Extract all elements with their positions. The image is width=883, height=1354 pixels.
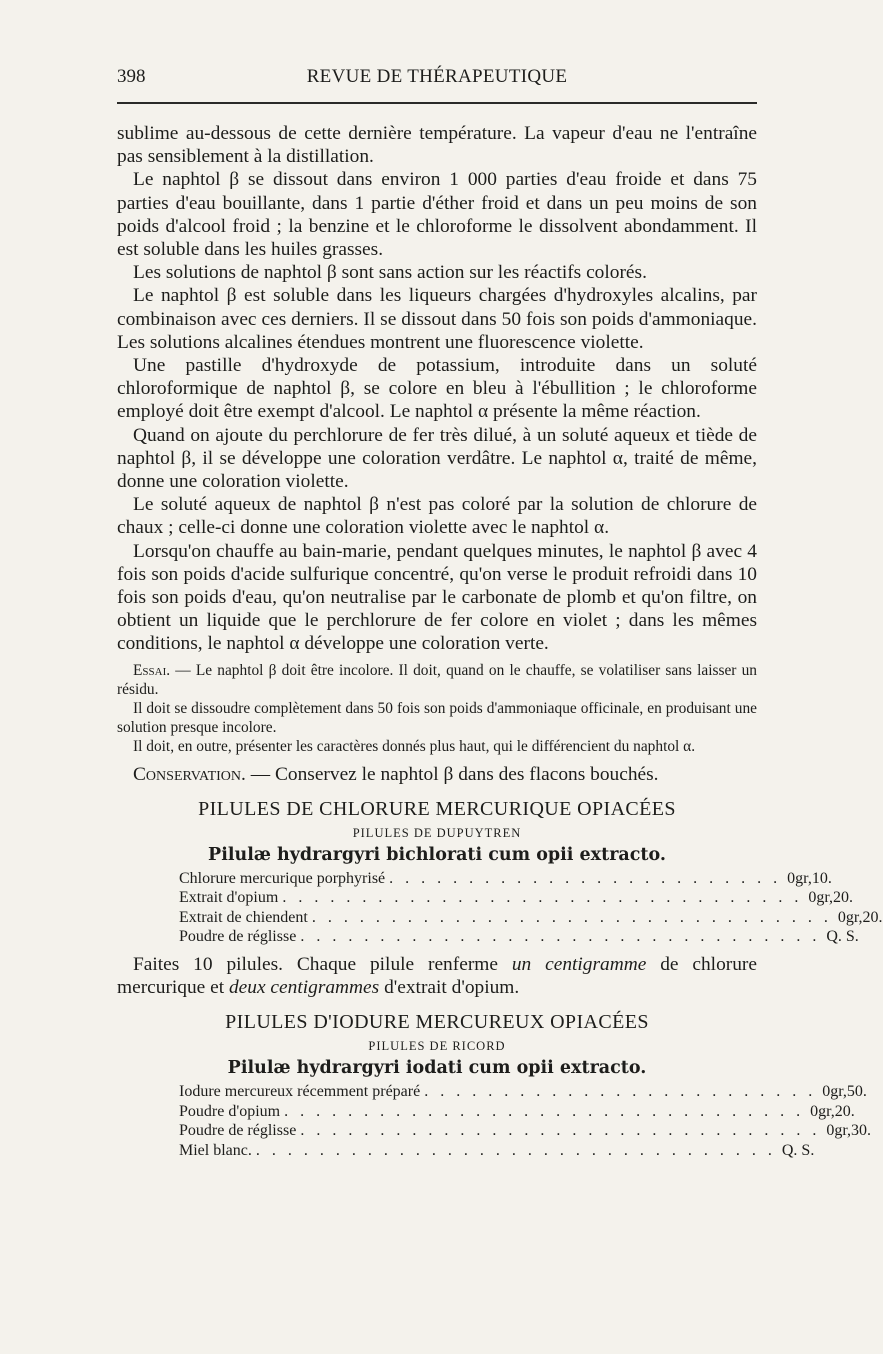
recipe-list-dupuytren [179,869,883,947]
page-number: 398 [117,66,146,87]
recipe-row: Poudre d'opium . . . . . . . . . . . . . . . . . . . . . . . . . . . . . . . . . 0gr,20. [179,1102,855,1120]
recipe-row: Poudre de réglisse . . . . . . . . . . . . . . . . . . . . . . . . . . . . . . . . . Q. S. [179,928,859,946]
page [117,60,883,1160]
recipe-row: Poudre de réglisse . . . . . . . . . . . . . . . . . . . . . . . . . . . . . . . . . 0gr,30. [179,1122,871,1140]
essai-label: Essai. [133,661,171,679]
paragraph: Lorsqu'on chauffe au bain-marie, pendant quelques minutes, le naphtol β avec 4 fois son poids d'acide sulfurique concentré, qu'on verse le produit refroidi dans 10 fois son poids d'eau, qu'on neutralise par le carbonate de plomb et qu'on filtre, on obtient un liquide que le perchlorure de fer colore en violet ; dans les mêmes conditions, le naphtol α développe une coloration verte. [117,540,757,655]
essai-paragraph: Essai. — Le naphtol β doit être incolore. Il doit, quand on le chauffe, se volatiliser sans laisser un résidu. [117,661,757,698]
section-subtitle-ricord: PILULES DE RICORD [368,1039,506,1054]
paragraph: Les solutions de naphtol β sont sans action sur les réactifs colorés. [133,262,647,284]
essai-block [117,661,757,757]
note-paragraph: Faites 10 pilules. Chaque pilule renferme un centigramme de chlorure mercurique et deux centigrammes d'extrait d'opium. [117,953,757,999]
conservation-label: Conservation. [133,763,246,785]
page-header [117,60,757,90]
essai-paragraph: Il doit, en outre, présenter les caractères donnés plus haut, qui le différencient du naphtol α. [133,738,696,756]
latin-name-dupuytren: Pilulæ hydrargyri bichlorati cum opii extracto. [208,844,666,865]
recipe-row: Iodure mercureux récemment préparé . . . . . . . . . . . . . . . . . . . . . . . . . 0gr,50. [179,1083,867,1101]
recipe-list-ricord [179,1082,871,1160]
recipe-row: Chlorure mercurique porphyrisé . . . . . . . . . . . . . . . . . . . . . . . . . 0gr,10. [179,869,832,887]
header-rule [117,102,757,104]
essai-paragraph: Il doit se dissoudre complètement dans 50 fois son poids d'ammoniaque officinale, en produisant une solution presque incolore. [117,700,757,737]
recipe-row: Extrait d'opium . . . . . . . . . . . . . . . . . . . . . . . . . . . . . . . . . 0gr,20. [179,889,853,907]
paragraph: Le naphtol β se dissout dans environ 1 000 parties d'eau froide et dans 75 parties d'eau bouillante, dans 1 partie d'éther froid et dans un peu moins de son poids d'alcool froid ; la benzine et le chloroforme le dissolvent abondamment. Il est soluble dans les huiles grasses. [117,169,757,261]
body-text [117,122,757,656]
recipe-row: Extrait de chiendent . . . . . . . . . . . . . . . . . . . . . . . . . . . . . . . . . 0gr,20. [179,908,883,926]
section-subtitle-dupuytren: PILULES DE DUPUYTREN [352,825,522,840]
latin-name-ricord: Pilulæ hydrargyri iodati cum opii extracto. [227,1058,647,1079]
section-title-dupuytren: PILULES DE CHLORURE MERCURIQUE OPIACÉES [198,797,676,820]
recipe-row: Miel blanc. . . . . . . . . . . . . . . . . . . . . . . . . . . . . . . . . . Q. S. [179,1141,815,1159]
paragraph: Une pastille d'hydroxyde de potassium, introduite dans un soluté chloroformique de naphtol β, se colore en bleu à l'ébullition ; le chloroforme employé doit être exempt d'alcool. Le naphtol α présente la même réaction. [117,355,757,423]
section-title-ricord: PILULES D'IODURE MERCUREUX OPIACÉES [225,1011,649,1034]
conservation-paragraph: Conservation. — Conservez le naphtol β dans des flacons bouchés. [133,763,659,785]
running-title: REVUE DE THÉRAPEUTIQUE [306,66,568,87]
note-dupuytren [117,953,757,999]
paragraph: Le naphtol β est soluble dans les liqueurs chargées d'hydroxyles alcalins, par combinaison avec ces derniers. Il se dissout dans 50 fois son poids d'ammoniaque. Les solutions alcalines étendues montrent une fluorescence violette. [117,285,757,353]
paragraph: Le soluté aqueux de naphtol β n'est pas coloré par la solution de chlorure de chaux ; celle-ci donne une coloration violette avec le naphtol α. [117,494,757,539]
paragraph: sublime au-dessous de cette dernière température. La vapeur d'eau ne l'entraîne pas sensiblement à la distillation. [117,123,757,168]
paragraph: Quand on ajoute du perchlorure de fer très dilué, à un soluté aqueux et tiède de naphtol β, il se développe une coloration verdâtre. Le naphtol α, traité de même, donne une coloration violette. [117,424,757,493]
conservation-block [117,763,757,786]
